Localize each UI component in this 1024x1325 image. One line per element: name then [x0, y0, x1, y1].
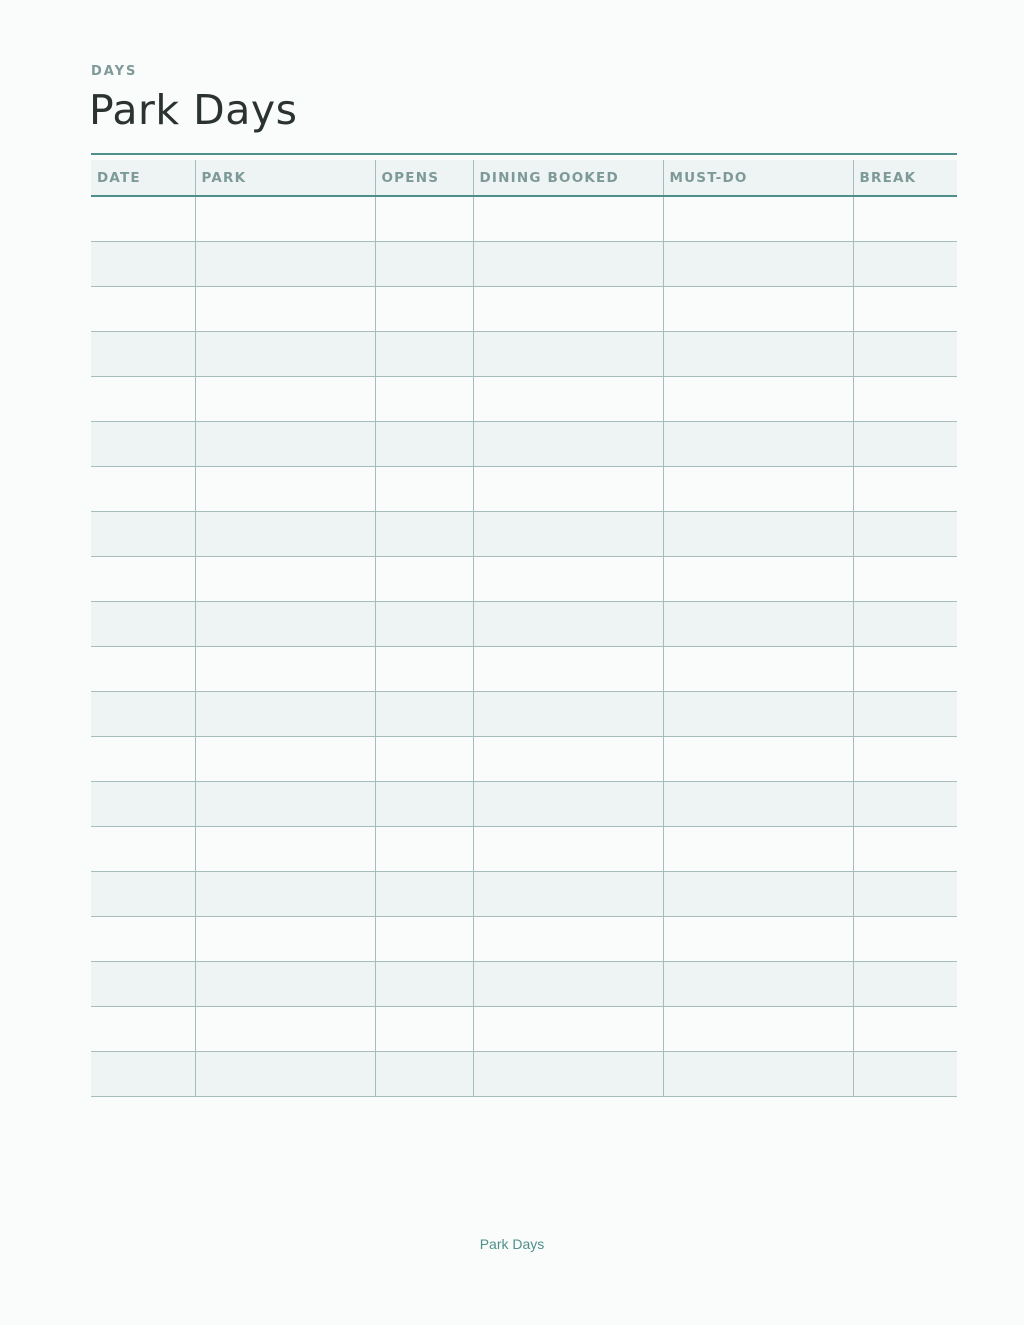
cell-park: [195, 916, 375, 961]
table-row: [91, 601, 957, 646]
cell-date: [91, 1006, 195, 1051]
cell-must-do: [663, 601, 853, 646]
cell-date: [91, 511, 195, 556]
cell-must-do: [663, 871, 853, 916]
table-row: [91, 1051, 957, 1096]
cell-date: [91, 331, 195, 376]
column-header-opens: OPENS: [375, 160, 473, 196]
table-row: [91, 781, 957, 826]
cell-break: [853, 646, 957, 691]
cell-dining-booked: [473, 196, 663, 241]
table-row: [91, 871, 957, 916]
cell-dining-booked: [473, 781, 663, 826]
cell-dining-booked: [473, 421, 663, 466]
column-header-break: BREAK: [853, 160, 957, 196]
cell-dining-booked: [473, 286, 663, 331]
cell-park: [195, 421, 375, 466]
cell-must-do: [663, 781, 853, 826]
cell-break: [853, 331, 957, 376]
cell-opens: [375, 871, 473, 916]
cell-date: [91, 961, 195, 1006]
table-row: [91, 691, 957, 736]
column-header-dining-booked: DINING BOOKED: [473, 160, 663, 196]
cell-must-do: [663, 376, 853, 421]
cell-must-do: [663, 556, 853, 601]
cell-break: [853, 1051, 957, 1096]
table-row: [91, 511, 957, 556]
cell-must-do: [663, 916, 853, 961]
page-footer: Park Days: [479, 1236, 545, 1252]
cell-opens: [375, 286, 473, 331]
table-row: [91, 376, 957, 421]
cell-opens: [375, 646, 473, 691]
cell-must-do: [663, 961, 853, 1006]
cell-must-do: [663, 1006, 853, 1051]
cell-park: [195, 466, 375, 511]
cell-park: [195, 601, 375, 646]
cell-park: [195, 871, 375, 916]
cell-must-do: [663, 196, 853, 241]
cell-opens: [375, 556, 473, 601]
cell-date: [91, 196, 195, 241]
title-rule: [91, 153, 957, 155]
cell-park: [195, 241, 375, 286]
cell-park: [195, 286, 375, 331]
cell-break: [853, 556, 957, 601]
cell-break: [853, 736, 957, 781]
cell-opens: [375, 916, 473, 961]
cell-opens: [375, 241, 473, 286]
cell-park: [195, 1006, 375, 1051]
table-row: [91, 196, 957, 241]
cell-opens: [375, 736, 473, 781]
cell-break: [853, 601, 957, 646]
cell-park: [195, 331, 375, 376]
cell-must-do: [663, 331, 853, 376]
cell-break: [853, 916, 957, 961]
cell-dining-booked: [473, 466, 663, 511]
cell-opens: [375, 826, 473, 871]
table-row: [91, 556, 957, 601]
table-header-row: [91, 160, 957, 196]
table-body: [91, 196, 957, 1096]
page-title: Park Days: [89, 86, 298, 134]
table-row: [91, 331, 957, 376]
cell-park: [195, 196, 375, 241]
cell-opens: [375, 1006, 473, 1051]
table-row: [91, 736, 957, 781]
cell-break: [853, 1006, 957, 1051]
cell-date: [91, 691, 195, 736]
cell-break: [853, 826, 957, 871]
cell-opens: [375, 781, 473, 826]
cell-must-do: [663, 286, 853, 331]
cell-date: [91, 646, 195, 691]
table-row: [91, 241, 957, 286]
cell-date: [91, 556, 195, 601]
cell-must-do: [663, 421, 853, 466]
table-row: [91, 961, 957, 1006]
cell-date: [91, 916, 195, 961]
cell-opens: [375, 601, 473, 646]
cell-dining-booked: [473, 961, 663, 1006]
cell-dining-booked: [473, 511, 663, 556]
cell-dining-booked: [473, 871, 663, 916]
cell-break: [853, 421, 957, 466]
cell-opens: [375, 691, 473, 736]
cell-park: [195, 646, 375, 691]
cell-park: [195, 376, 375, 421]
cell-break: [853, 871, 957, 916]
cell-opens: [375, 466, 473, 511]
cell-opens: [375, 961, 473, 1006]
cell-break: [853, 241, 957, 286]
cell-must-do: [663, 691, 853, 736]
cell-break: [853, 466, 957, 511]
cell-park: [195, 1051, 375, 1096]
section-eyebrow: DAYS: [91, 64, 138, 79]
cell-park: [195, 511, 375, 556]
table-row: [91, 466, 957, 511]
cell-opens: [375, 196, 473, 241]
cell-park: [195, 826, 375, 871]
cell-dining-booked: [473, 556, 663, 601]
cell-opens: [375, 376, 473, 421]
cell-date: [91, 1051, 195, 1096]
cell-dining-booked: [473, 736, 663, 781]
cell-dining-booked: [473, 646, 663, 691]
cell-dining-booked: [473, 1006, 663, 1051]
table-row: [91, 1006, 957, 1051]
cell-break: [853, 376, 957, 421]
cell-must-do: [663, 1051, 853, 1096]
cell-date: [91, 241, 195, 286]
cell-opens: [375, 1051, 473, 1096]
cell-date: [91, 736, 195, 781]
cell-date: [91, 376, 195, 421]
cell-date: [91, 286, 195, 331]
cell-date: [91, 826, 195, 871]
cell-dining-booked: [473, 916, 663, 961]
column-header-park: PARK: [195, 160, 375, 196]
cell-dining-booked: [473, 601, 663, 646]
cell-park: [195, 961, 375, 1006]
cell-dining-booked: [473, 241, 663, 286]
cell-break: [853, 196, 957, 241]
table-row: [91, 286, 957, 331]
cell-opens: [375, 511, 473, 556]
cell-must-do: [663, 466, 853, 511]
cell-date: [91, 421, 195, 466]
table-row: [91, 916, 957, 961]
cell-break: [853, 781, 957, 826]
cell-must-do: [663, 826, 853, 871]
park-days-table: [91, 160, 957, 1097]
column-header-date: DATE: [91, 160, 195, 196]
cell-opens: [375, 331, 473, 376]
cell-must-do: [663, 241, 853, 286]
cell-must-do: [663, 511, 853, 556]
cell-date: [91, 781, 195, 826]
cell-must-do: [663, 646, 853, 691]
cell-dining-booked: [473, 376, 663, 421]
table-row: [91, 826, 957, 871]
cell-park: [195, 691, 375, 736]
cell-must-do: [663, 736, 853, 781]
cell-date: [91, 871, 195, 916]
cell-park: [195, 736, 375, 781]
cell-date: [91, 466, 195, 511]
cell-date: [91, 601, 195, 646]
cell-break: [853, 511, 957, 556]
cell-park: [195, 556, 375, 601]
cell-dining-booked: [473, 1051, 663, 1096]
cell-dining-booked: [473, 691, 663, 736]
cell-break: [853, 961, 957, 1006]
cell-dining-booked: [473, 826, 663, 871]
cell-break: [853, 286, 957, 331]
cell-break: [853, 691, 957, 736]
cell-opens: [375, 421, 473, 466]
table-row: [91, 421, 957, 466]
table-row: [91, 646, 957, 691]
column-header-must-do: MUST-DO: [663, 160, 853, 196]
cell-park: [195, 781, 375, 826]
cell-dining-booked: [473, 331, 663, 376]
